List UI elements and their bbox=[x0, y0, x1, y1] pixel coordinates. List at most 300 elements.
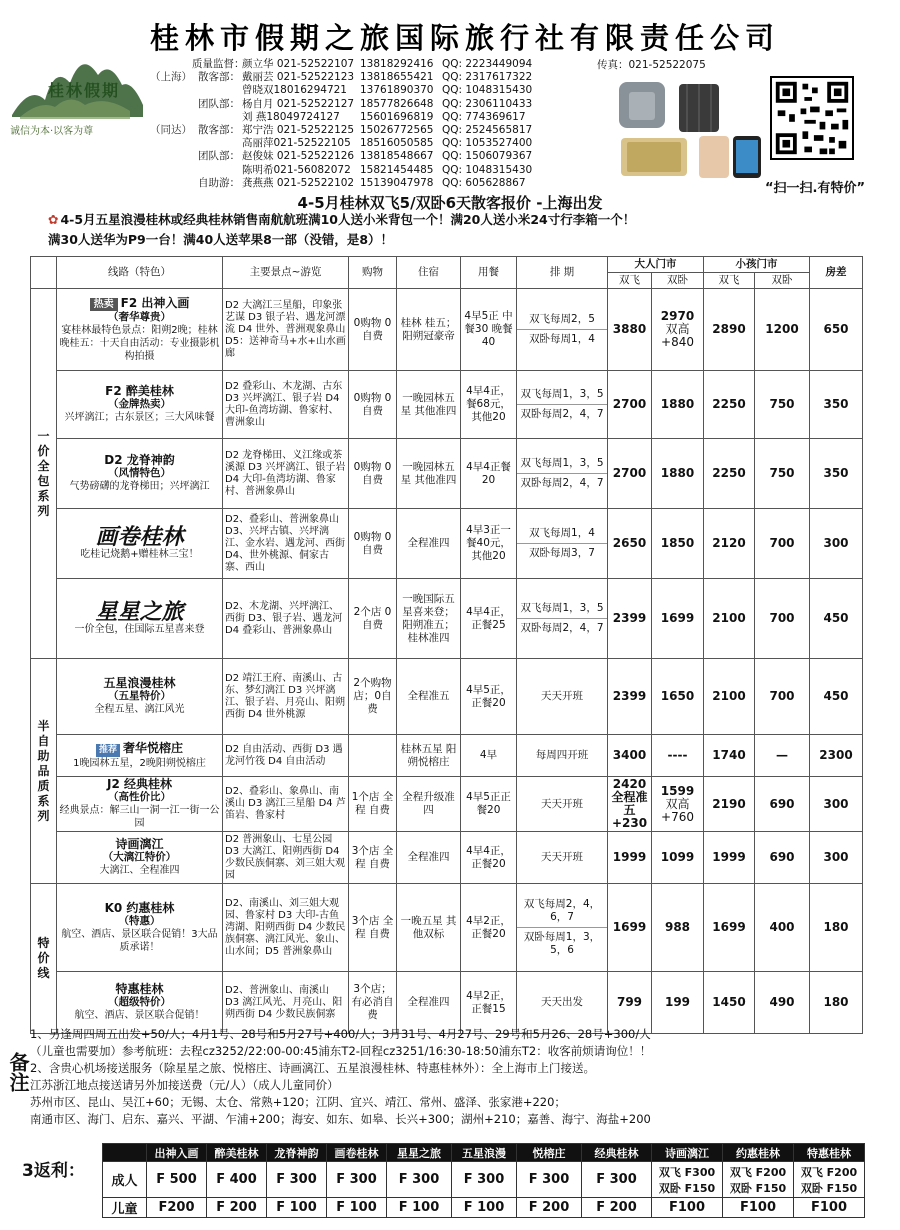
room-diff-price: 300 bbox=[810, 777, 863, 832]
meals-cell: 4早5正 中餐30 晚餐40 bbox=[461, 289, 517, 371]
table-row bbox=[31, 884, 863, 972]
schedule-cell bbox=[517, 289, 608, 371]
schedule-cell bbox=[517, 659, 608, 735]
room-diff-price: 300 bbox=[810, 509, 863, 579]
category-label: 半自助品质系列 bbox=[31, 659, 57, 884]
adult-sleeper-value: 1880 bbox=[660, 397, 695, 411]
room-diff-price: 350 bbox=[810, 439, 863, 509]
header-meals: 用餐 bbox=[461, 257, 517, 289]
route-cell bbox=[57, 777, 223, 832]
attractions-cell: D2、木龙湖、兴坪漓江、西街 D3、银子岩、遇龙河 D4 叠彩山、普洲象鼻山 bbox=[223, 579, 349, 659]
child-sleeper-price: 700 bbox=[755, 659, 810, 735]
table-row bbox=[31, 832, 863, 884]
child-sleeper-price: 1200 bbox=[755, 289, 810, 371]
adult-sleeper-price bbox=[652, 972, 704, 1034]
adult-fly-price: 2700 bbox=[608, 439, 652, 509]
schedule-entry: 双飞每周2，5 bbox=[517, 310, 607, 330]
shopping-cell bbox=[349, 735, 397, 777]
meals-cell: 4早4正，正餐20 bbox=[461, 832, 517, 884]
route-description: 1晚园林五星，2晚阳朔悦榕庄 bbox=[73, 757, 206, 769]
hotel-cell: 桂林 桂五；阳朔冠豪帝 bbox=[397, 289, 461, 371]
schedule-cell bbox=[517, 832, 608, 884]
contact-row bbox=[150, 58, 620, 71]
notes-label: 备注 bbox=[6, 1052, 30, 1092]
adult-sleeper-price bbox=[652, 439, 704, 509]
category-label: 一价全包系列 bbox=[31, 289, 57, 659]
rebate-child-label: 儿童 bbox=[103, 1198, 147, 1218]
rebate-adult-label: 成人 bbox=[103, 1162, 147, 1198]
adult-fly-price: 2420 全程准五+230 bbox=[608, 777, 652, 832]
shopping-cell: 2个购物店；0自费 bbox=[349, 659, 397, 735]
child-fly-price: 1699 bbox=[704, 884, 755, 972]
route-cell bbox=[57, 884, 223, 972]
meals-cell: 4早5正正餐20 bbox=[461, 777, 517, 832]
contact-person: 戴丽芸 021-52522123 bbox=[242, 71, 355, 84]
contact-mobile: 13818548667 bbox=[360, 150, 434, 163]
rebate-child-value: F 200 bbox=[582, 1198, 652, 1218]
route-title bbox=[59, 385, 220, 398]
rebate-label: 3返利： bbox=[22, 1161, 85, 1181]
hotel-cell: 全程准五 bbox=[397, 659, 461, 735]
meals-cell: 4早5正，正餐20 bbox=[461, 659, 517, 735]
rebate-child-value: F 200 bbox=[207, 1198, 267, 1218]
fax-number: 传真：021-52522075 bbox=[597, 59, 706, 71]
route-subtitle: （金牌热卖） bbox=[108, 398, 171, 410]
contact-qq: QQ: 1048315430 bbox=[442, 84, 533, 97]
header-hotel: 住宿 bbox=[397, 257, 461, 289]
rebate-header: 画卷桂林 bbox=[327, 1144, 387, 1162]
attractions-cell: D2、普洲象山、南溪山 D3 漓江风光、月亮山、阳朔西街 D4 少数民族侗寨 bbox=[223, 972, 349, 1034]
adult-sleeper-value: 1850 bbox=[660, 536, 695, 550]
route-banner: 星星之旅 bbox=[95, 599, 184, 625]
rebate-header: 出神入画 bbox=[147, 1144, 207, 1162]
rebate-header: 经典桂林 bbox=[582, 1144, 652, 1162]
schedule-entry: 双飞每周1，3，5 bbox=[517, 454, 607, 474]
adult-fly-price: 799 bbox=[608, 972, 652, 1034]
contact-dept: 散客部： bbox=[198, 71, 240, 84]
schedule-entry: 每周四开班 bbox=[535, 749, 589, 761]
route-name: D2 龙脊神韵 bbox=[104, 453, 175, 467]
adult-sleeper-price bbox=[652, 579, 704, 659]
shopping-cell: 0购物 0自费 bbox=[349, 289, 397, 371]
route-cell bbox=[57, 371, 223, 439]
meals-cell: 4早4正，正餐25 bbox=[461, 579, 517, 659]
route-title bbox=[59, 983, 220, 996]
price-table bbox=[30, 256, 863, 1034]
route-description: 全程五星、漓江风光 bbox=[94, 704, 185, 715]
rebate-adult-value: F 400 bbox=[207, 1162, 267, 1198]
route-description: 大漓江、全程准四 bbox=[99, 865, 180, 876]
attractions-cell: D2 普洲象山、七星公园 D3 大漓江、阳朔西街 D4 少数民族侗寨、刘三姐大观园 bbox=[223, 832, 349, 884]
rebate-header: 醉美桂林 bbox=[207, 1144, 267, 1162]
contact-qq: QQ: 2524565817 bbox=[442, 124, 533, 137]
rebate-child-value: F200 bbox=[147, 1198, 207, 1218]
contact-person: 杨自月 021-52522127 bbox=[242, 97, 355, 110]
schedule-entry: 双卧每周2，4，7 bbox=[520, 622, 604, 634]
rebate-dual-value: 双卧 F150 bbox=[729, 1181, 787, 1195]
rebate-adult-value: F 300 bbox=[327, 1162, 387, 1198]
contact-dept bbox=[192, 137, 242, 150]
adult-sleeper-value: 双高 bbox=[665, 796, 690, 811]
contact-row bbox=[150, 111, 620, 124]
contact-mobile: 18516050585 bbox=[360, 137, 434, 150]
child-fly-price: 1740 bbox=[704, 735, 755, 777]
promo-line-1: 4-5月五星浪漫桂林或经典桂林销售南航航班满10人送小米背包一个！满20人送小米24寸行李箱一个！ bbox=[60, 212, 636, 227]
schedule-cell bbox=[517, 735, 608, 777]
contact-mobile: 18577826648 bbox=[360, 97, 434, 110]
child-sleeper-price: 400 bbox=[755, 884, 810, 972]
header-child: 小孩门市 bbox=[704, 257, 810, 273]
route-cell bbox=[57, 439, 223, 509]
schedule-entry: 天天出发 bbox=[541, 996, 583, 1008]
table-row bbox=[31, 735, 863, 777]
contact-qq: QQ: 605628867 bbox=[442, 176, 526, 189]
route-name: 诗画漓江 bbox=[115, 837, 164, 851]
route-name: 特惠桂林 bbox=[115, 982, 164, 996]
logo-text: 桂林假期 bbox=[48, 81, 121, 100]
contact-mobile: 15139047978 bbox=[360, 176, 434, 189]
contact-person: 郑宁浩 021-52522125 bbox=[242, 124, 355, 137]
adult-fly-price: 3400 bbox=[608, 735, 652, 777]
contact-person: 陈明希021-56082072 bbox=[242, 163, 351, 176]
schedule-cell bbox=[517, 509, 608, 579]
rebate-header: 龙脊神韵 bbox=[267, 1144, 327, 1162]
note-line: 1、另逢周四周五出发+50/人；4月1号、28号和5月27号+400/人；3月31号、4月27号、29号和5月26、28号+300/人 bbox=[30, 1027, 651, 1041]
rebate-adult-value: F 300 bbox=[452, 1162, 517, 1198]
route-tag: 推荐 bbox=[96, 744, 120, 757]
adult-sleeper-value: 199 bbox=[664, 995, 691, 1009]
contact-qq: QQ: 1053527400 bbox=[442, 137, 533, 150]
room-diff-price: 2300 bbox=[810, 735, 863, 777]
attractions-cell: D2、叠彩山、象鼻山、南溪山 D3 漓江三星船 D4 芦笛岩、鲁家村 bbox=[223, 777, 349, 832]
attractions-cell: D2 靖江王府、南溪山、古东、梦幻漓江 D3 兴坪漓江、银子岩、月亮山、阳朔西街 D4 世外桃源 bbox=[223, 659, 349, 735]
attractions-cell: D2 龙脊梯田、义江缘或茶溪源 D3 兴坪漓江、银子岩 D4 大印-鱼湾坊湖、鲁家村、普洲象鼻山 bbox=[223, 439, 349, 509]
hotel-cell: 一晚五星 其他双标 bbox=[397, 884, 461, 972]
route-subtitle: （特惠） bbox=[118, 914, 161, 927]
schedule-entry: 双飞每周2，4，6，7 bbox=[517, 895, 607, 928]
child-fly-price: 2100 bbox=[704, 579, 755, 659]
schedule-entry: 天天开班 bbox=[541, 797, 583, 810]
route-title bbox=[59, 742, 220, 757]
rebate-header-row bbox=[103, 1144, 865, 1162]
adult-sleeper-value: +840 bbox=[661, 335, 694, 349]
adult-sleeper-price bbox=[652, 509, 704, 579]
hotel-cell: 一晚园林五星 其他准四 bbox=[397, 371, 461, 439]
contact-region: （同达） bbox=[150, 124, 192, 137]
route-subtitle: （大漓江特价） bbox=[102, 851, 177, 863]
route-title bbox=[59, 902, 220, 915]
route-cell bbox=[57, 832, 223, 884]
route-description: 一价全包，住国际五星喜来登 bbox=[74, 623, 205, 635]
child-fly-price: 1999 bbox=[704, 832, 755, 884]
route-description: 吃桂记烧鹅+赠桂林三宝！ bbox=[80, 548, 199, 560]
schedule-cell bbox=[517, 371, 608, 439]
contact-dept bbox=[192, 84, 242, 97]
rebate-child-value: F 100 bbox=[327, 1198, 387, 1218]
adult-sleeper-value: 双高 bbox=[665, 322, 690, 336]
contact-person: 颜立华 021-52522107 bbox=[242, 58, 355, 70]
adult-fly-price: 2650 bbox=[608, 509, 652, 579]
contact-qq: QQ: 1048315430 bbox=[442, 163, 533, 176]
adult-sleeper-price bbox=[652, 289, 704, 371]
contact-list bbox=[150, 58, 620, 190]
contact-person: 赵俊妹 021-52522126 bbox=[242, 150, 355, 163]
table-row bbox=[31, 777, 863, 832]
route-description: 航空、酒店、景区联合促销！3大品质承诺！ bbox=[61, 928, 218, 953]
header-adult: 大人门市 bbox=[608, 257, 704, 273]
room-diff-price: 450 bbox=[810, 579, 863, 659]
shopping-cell: 3个店 全程 自费 bbox=[349, 884, 397, 972]
rebate-adult-dual bbox=[652, 1162, 723, 1198]
contact-row bbox=[150, 137, 620, 150]
meals-cell: 4早2正，正餐20 bbox=[461, 884, 517, 972]
route-cell bbox=[57, 289, 223, 371]
room-diff-price: 350 bbox=[810, 371, 863, 439]
contact-dept: 质量监督： bbox=[192, 58, 245, 70]
rebate-dual-value: 双飞 F200 bbox=[729, 1165, 787, 1179]
schedule-cell bbox=[517, 884, 608, 972]
shopping-cell: 1个店 全程 自费 bbox=[349, 777, 397, 832]
contact-row bbox=[150, 164, 620, 177]
adult-fly-price: 2399 bbox=[608, 659, 652, 735]
child-sleeper-price: 700 bbox=[755, 579, 810, 659]
note-line: 南通市区、海门、启东、嘉兴、平湖、乍浦+200；海安、如东、如皋、长兴+300；湖州+210；嘉善、海宁、海盐+200 bbox=[30, 1112, 651, 1126]
child-sleeper-price: 690 bbox=[755, 832, 810, 884]
route-tag: 热卖 bbox=[90, 298, 118, 311]
route-cell bbox=[57, 579, 223, 659]
adult-sleeper-value: 1099 bbox=[660, 850, 695, 864]
route-description: 兴坪漓江；古东景区；三大风味餐 bbox=[64, 412, 215, 423]
attractions-cell: D2 自由活动、西街 D3 遇龙河竹筏 D4 自由活动 bbox=[223, 735, 349, 777]
company-name: 桂林市假期之旅国际旅行社有限责任公司 bbox=[150, 21, 781, 55]
slogan: 诚信为本·以客为尊 bbox=[10, 126, 94, 137]
promo-line-2: 满30人送华为P9一台！满40人送苹果8一部（没错，是8）！ bbox=[48, 232, 394, 247]
adult-fly-price: 3880 bbox=[608, 289, 652, 371]
qr-code-icon[interactable] bbox=[770, 76, 854, 160]
schedule-entry: 双飞每周1，3，5 bbox=[517, 385, 607, 405]
child-fly-price: 2100 bbox=[704, 659, 755, 735]
rebate-header: 特惠桂林 bbox=[794, 1144, 865, 1162]
rebate-header: 诗画漓江 bbox=[652, 1144, 723, 1162]
adult-sleeper-value: 1650 bbox=[660, 689, 695, 703]
attractions-cell: D2 大漓江三星船，印象张艺谋 D3 银子岩、遇龙河漂流 D4 世外、普洲观象鼻山 D5：送神奇马+水+山水画廊 bbox=[223, 289, 349, 371]
adult-sleeper-value: 1599 bbox=[660, 783, 695, 798]
schedule-entry: 双卧每周1，4 bbox=[529, 333, 595, 345]
child-sleeper-price: 690 bbox=[755, 777, 810, 832]
child-sleeper-price: 750 bbox=[755, 439, 810, 509]
adult-sleeper-value: 1699 bbox=[660, 611, 695, 625]
meals-cell: 4早4正，餐68元，其他20 bbox=[461, 371, 517, 439]
contact-qq: QQ: 2223449094 bbox=[442, 58, 533, 70]
shopping-cell: 0购物 0自费 bbox=[349, 371, 397, 439]
rebate-dual-value: 双飞 F200 bbox=[800, 1165, 858, 1179]
contact-dept: 散客部： bbox=[198, 124, 240, 137]
contact-row bbox=[150, 98, 620, 111]
route-name: F2 醉美桂林 bbox=[105, 384, 174, 398]
rebate-header: 悦榕庄 bbox=[517, 1144, 582, 1162]
contact-qq: QQ: 2306110433 bbox=[442, 97, 533, 110]
headline: 4-5月桂林双飞5/双卧6天散客报价 -上海出发 bbox=[297, 194, 603, 212]
contact-row bbox=[150, 124, 620, 137]
route-description: 气势磅礴的龙脊梯田；兴坪漓江 bbox=[69, 481, 210, 492]
contact-region: （上海） bbox=[150, 71, 192, 84]
contact-row bbox=[150, 177, 620, 190]
rebate-child-value: F 100 bbox=[452, 1198, 517, 1218]
corner-cell bbox=[31, 257, 57, 289]
adult-sleeper-value: +760 bbox=[661, 809, 694, 824]
rebate-child-value: F100 bbox=[794, 1198, 865, 1218]
contact-qq: QQ: 774369617 bbox=[442, 110, 526, 123]
route-title bbox=[59, 838, 220, 851]
adult-sleeper-price bbox=[652, 735, 704, 777]
room-diff-price: 300 bbox=[810, 832, 863, 884]
prize-products-icon bbox=[615, 78, 765, 180]
child-fly-price: 2890 bbox=[704, 289, 755, 371]
route-cell bbox=[57, 972, 223, 1034]
contact-dept bbox=[192, 111, 242, 124]
adult-sleeper-price bbox=[652, 659, 704, 735]
contact-region bbox=[150, 164, 192, 177]
header-schedule: 排 期 bbox=[517, 257, 608, 289]
header-adult-fly: 双飞 bbox=[608, 273, 652, 289]
rebate-adult-dual bbox=[794, 1162, 865, 1198]
contact-region bbox=[150, 111, 192, 124]
route-title bbox=[59, 454, 220, 467]
contact-row bbox=[150, 150, 620, 163]
rebate-child-row bbox=[103, 1198, 865, 1218]
route-banner: 画卷桂林 bbox=[95, 524, 184, 550]
child-fly-price: 2250 bbox=[704, 371, 755, 439]
contact-region bbox=[150, 84, 192, 97]
contact-mobile: 13761890370 bbox=[360, 84, 434, 97]
contact-region bbox=[150, 150, 192, 163]
table-row bbox=[31, 509, 863, 579]
room-diff-price: 650 bbox=[810, 289, 863, 371]
schedule-cell bbox=[517, 439, 608, 509]
adult-sleeper-price bbox=[652, 832, 704, 884]
header-child-fly: 双飞 bbox=[704, 273, 755, 289]
route-description: 经典景点：解三山一洞一江一街一公园 bbox=[59, 805, 220, 829]
rebate-adult-value: F 300 bbox=[582, 1162, 652, 1198]
contact-dept: 团队部： bbox=[198, 97, 240, 110]
route-name: J2 经典桂林 bbox=[107, 777, 172, 791]
table-row bbox=[31, 659, 863, 735]
rebate-header: 星星之旅 bbox=[387, 1144, 452, 1162]
schedule-cell bbox=[517, 777, 608, 832]
promo-text bbox=[48, 210, 898, 250]
meals-cell: 4早2正，正餐15 bbox=[461, 972, 517, 1034]
contact-qq: QQ: 1506079367 bbox=[442, 150, 533, 163]
hotel-cell: 全程准四 bbox=[397, 509, 461, 579]
adult-sleeper-price bbox=[652, 371, 704, 439]
contact-row bbox=[150, 71, 620, 84]
schedule-entry: 双飞每周1，3，5 bbox=[517, 599, 607, 619]
table-row bbox=[31, 439, 863, 509]
schedule-entry: 双卧每周2，4，7 bbox=[520, 477, 604, 489]
adult-fly-price: 1999 bbox=[608, 832, 652, 884]
rebate-child-value: F100 bbox=[652, 1198, 723, 1218]
route-description: 宴桂林最特色景点：阳朔2晚；桂林 晚桂五：十天自由活动：专业摄影机构拍摄 bbox=[59, 324, 220, 362]
attractions-cell: D2 叠彩山、木龙湖、古东 D3 兴坪漓江、银子岩 D4 大印-鱼湾坊湖、鲁家村、曹洲象山 bbox=[223, 371, 349, 439]
attractions-cell: D2、南溪山、刘三姐大观园、鲁家村 D3 大印-古鱼湾湖、阳朔西街 D4 少数民族侗寨、漓江风光、象山、山水间；D5 普洲象鼻山 bbox=[223, 884, 349, 972]
rebate-adult-row bbox=[103, 1162, 865, 1198]
route-title bbox=[59, 677, 220, 690]
rebate-header: 约惠桂林 bbox=[723, 1144, 794, 1162]
contact-region bbox=[150, 177, 192, 190]
schedule-entry: 双卧每周1，3，5，6 bbox=[523, 931, 601, 956]
shopping-cell: 3个店；有必消自费 bbox=[349, 972, 397, 1034]
rebate-dual-value: 双卧 F150 bbox=[658, 1181, 716, 1195]
hotel-cell: 全程准四 bbox=[397, 832, 461, 884]
route-cell bbox=[57, 509, 223, 579]
route-name: 奢华悦榕庄 bbox=[123, 740, 184, 755]
contact-dept bbox=[192, 164, 242, 177]
rebate-table bbox=[102, 1143, 865, 1218]
shopping-cell: 3个店 全程 自费 bbox=[349, 832, 397, 884]
child-fly-price: 2250 bbox=[704, 439, 755, 509]
route-subtitle: （奢华尊贵） bbox=[108, 310, 171, 323]
rebate-adult-dual bbox=[723, 1162, 794, 1198]
header-adult-sleeper: 双卧 bbox=[652, 273, 704, 289]
hotel-cell: 全程升级准四 bbox=[397, 777, 461, 832]
adult-fly-price: 2700 bbox=[608, 371, 652, 439]
child-fly-price: 2190 bbox=[704, 777, 755, 832]
route-subtitle: （超级特价） bbox=[108, 996, 171, 1008]
rebate-child-value: F 100 bbox=[267, 1198, 327, 1218]
header bbox=[0, 0, 900, 195]
meals-cell: 4早 bbox=[461, 735, 517, 777]
child-fly-price: 2120 bbox=[704, 509, 755, 579]
hotel-cell: 桂林五星 阳朔悦榕庄 bbox=[397, 735, 461, 777]
route-name: 五星浪漫桂林 bbox=[103, 676, 176, 690]
contact-person: 曾晓双18016294721 bbox=[242, 84, 347, 97]
contact-region bbox=[150, 98, 192, 111]
route-subtitle: （风情特色） bbox=[108, 467, 171, 479]
child-sleeper-price: 750 bbox=[755, 371, 810, 439]
room-diff-price: 180 bbox=[810, 972, 863, 1034]
adult-fly-price: 2399 bbox=[608, 579, 652, 659]
schedule-entry: 双卧每周2，4，7 bbox=[520, 408, 604, 420]
rebate-header: 五星浪漫 bbox=[452, 1144, 517, 1162]
route-cell bbox=[57, 735, 223, 777]
shopping-cell: 0购物 0自费 bbox=[349, 509, 397, 579]
meals-cell: 4早3正一餐40元，其他20 bbox=[461, 509, 517, 579]
rebate-adult-value: F 500 bbox=[147, 1162, 207, 1198]
route-subtitle: （五星特价） bbox=[108, 690, 171, 702]
rebate-adult-value: F 300 bbox=[517, 1162, 582, 1198]
adult-fly-price: 1699 bbox=[608, 884, 652, 972]
route-name: K0 约惠桂林 bbox=[104, 900, 175, 915]
route-title bbox=[59, 778, 220, 791]
contact-person: 高丽萍021-52522105 bbox=[242, 137, 351, 150]
schedule-cell bbox=[517, 579, 608, 659]
schedule-entry: 双卧每周3，7 bbox=[529, 547, 595, 559]
schedule-entry: 双飞每周1，4 bbox=[517, 524, 607, 544]
table-row bbox=[31, 579, 863, 659]
header-room: 房差 bbox=[810, 257, 863, 289]
route-name: F2 出神入画 bbox=[120, 295, 190, 310]
contact-person: 刘 燕18049724127 bbox=[242, 110, 340, 123]
rebate-header bbox=[103, 1144, 147, 1162]
note-line: 江苏浙江地点接送请另外加接送费（元/人）（成人儿童同价） bbox=[30, 1078, 339, 1092]
shopping-cell: 2个店 0自费 bbox=[349, 579, 397, 659]
rebate-adult-value: F 300 bbox=[267, 1162, 327, 1198]
contact-qq: QQ: 2317617322 bbox=[442, 71, 533, 84]
adult-sleeper-value: 1880 bbox=[660, 466, 695, 480]
contact-dept: 团队部： bbox=[198, 150, 240, 163]
room-diff-price: 450 bbox=[810, 659, 863, 735]
contact-mobile: 13818655421 bbox=[360, 71, 434, 84]
